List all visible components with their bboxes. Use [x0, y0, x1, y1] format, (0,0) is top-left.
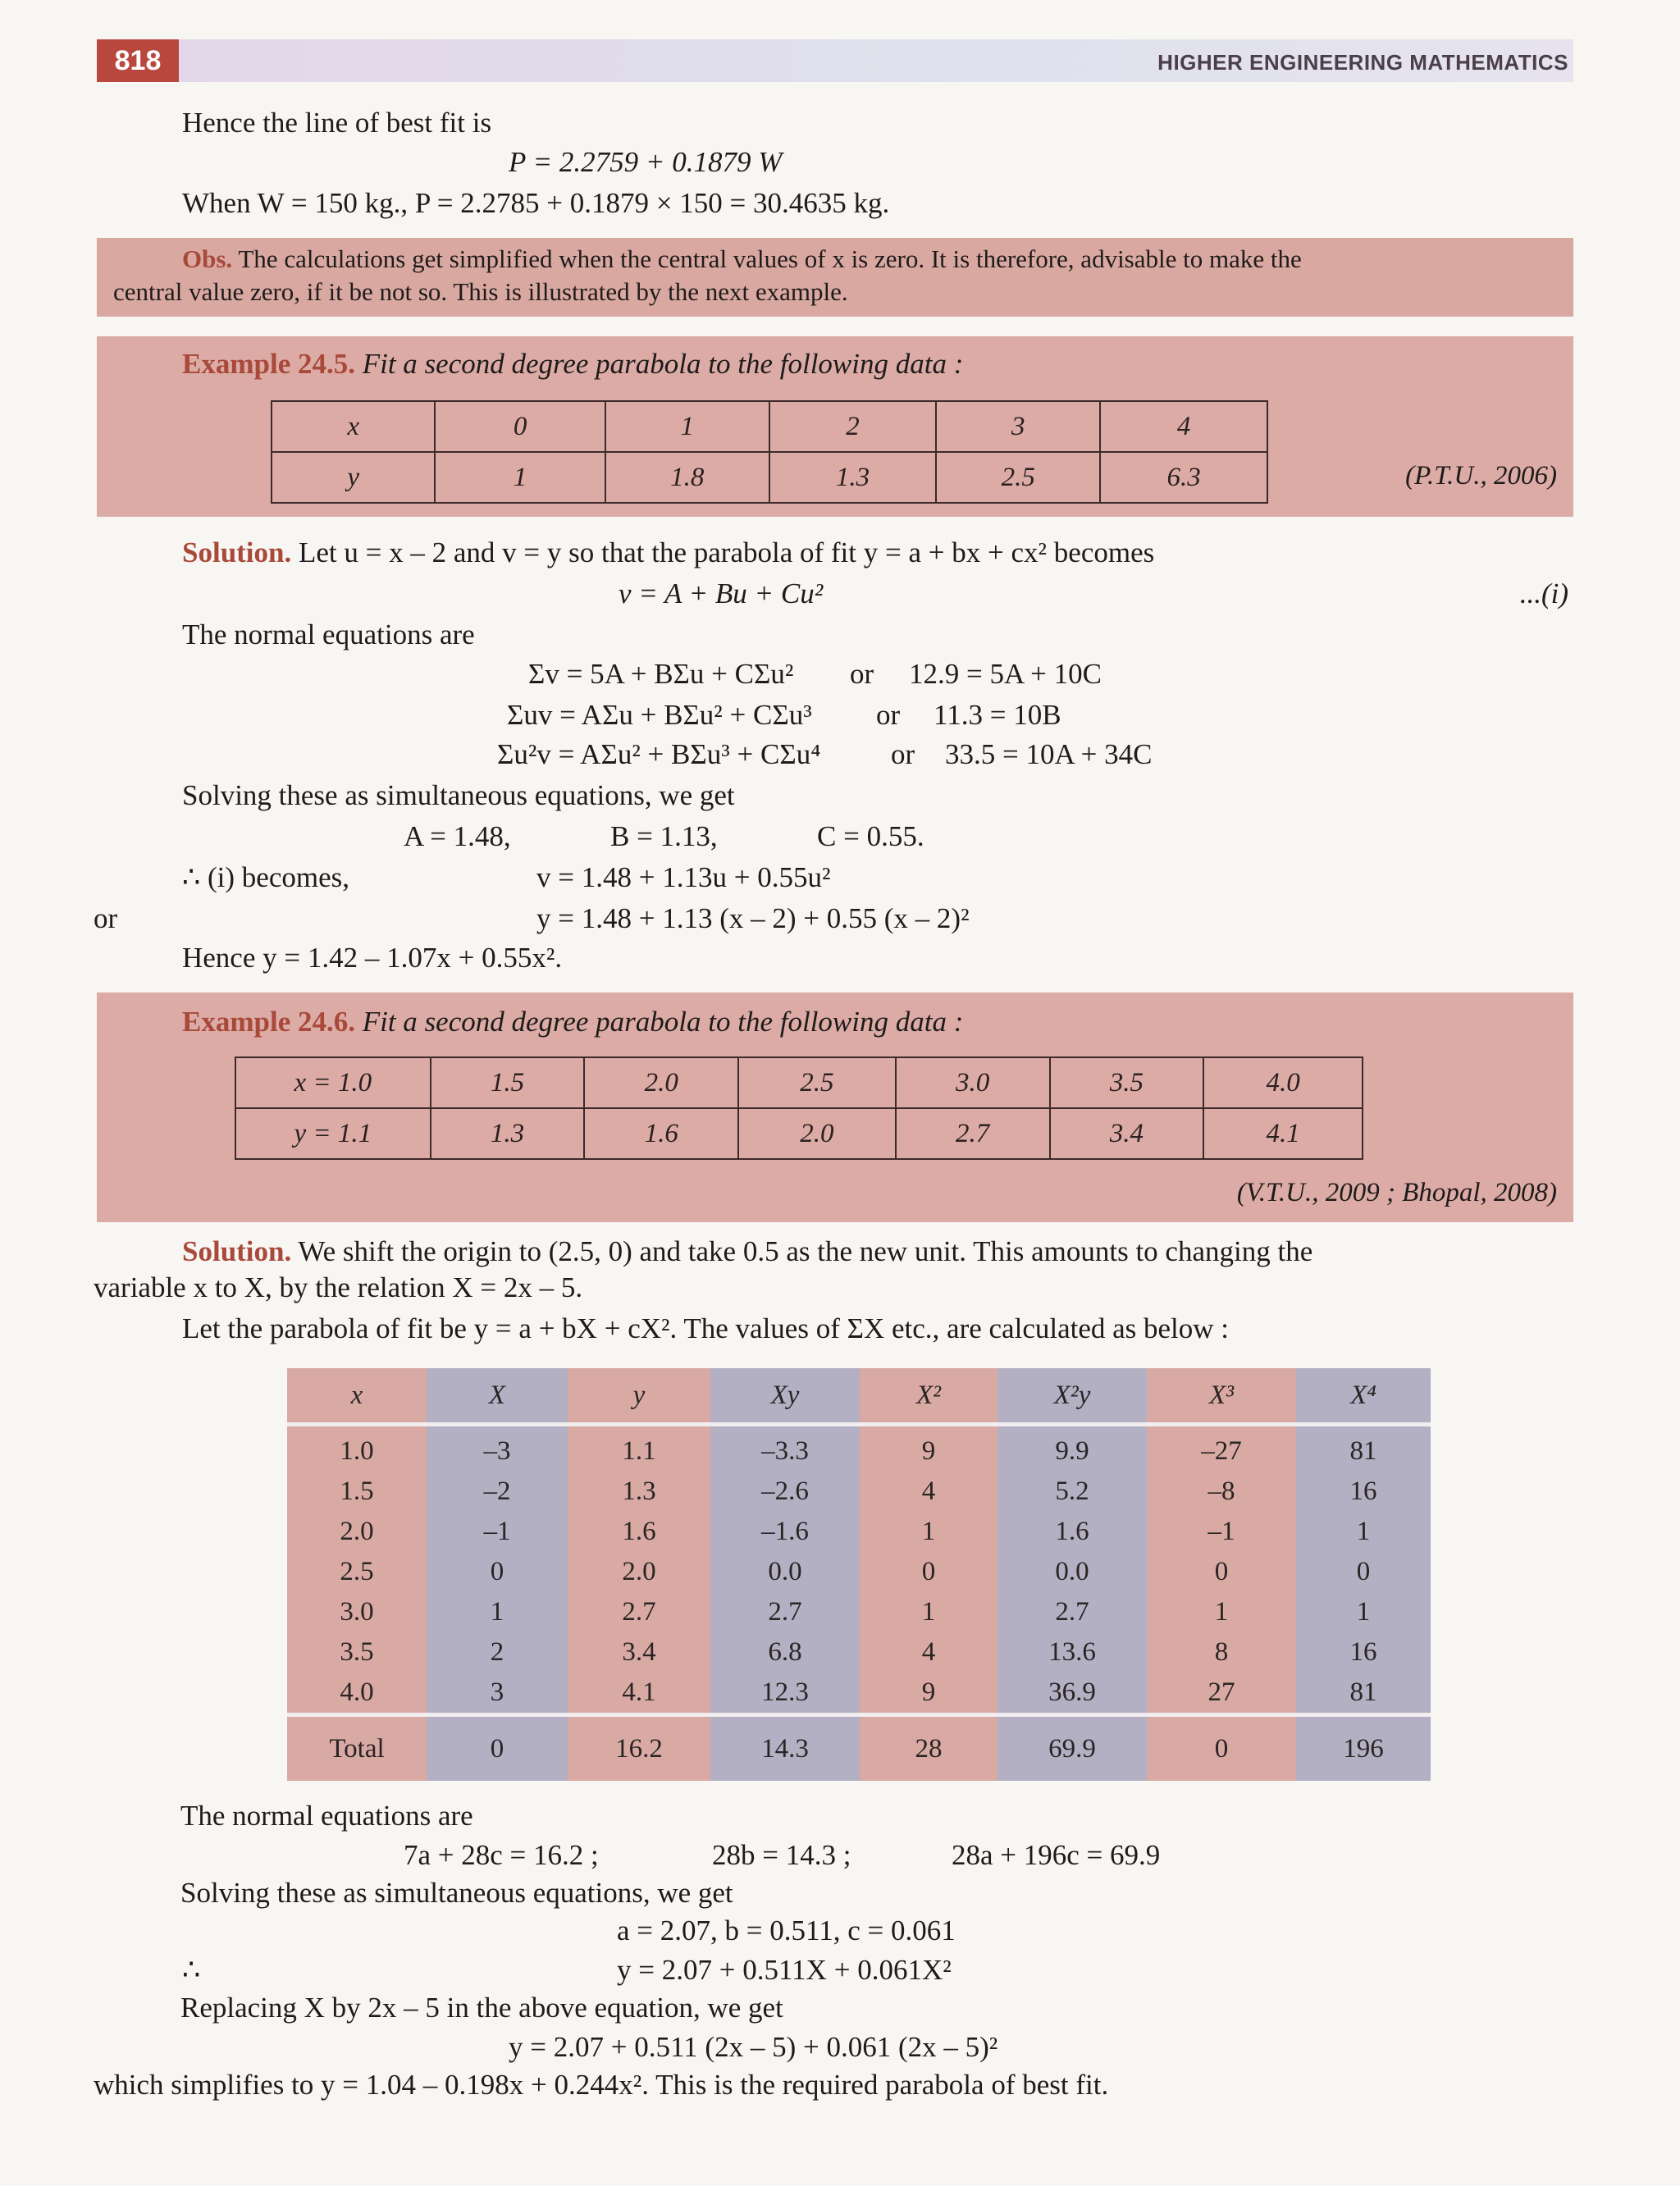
table-cell: 2.0: [738, 1108, 896, 1159]
solution-intro: Let u = x – 2 and v = y so that the parabola of fit y = a + bx + cx² becomes: [299, 536, 1155, 568]
table-row: [272, 401, 1267, 452]
table-cell: 16: [1296, 1632, 1431, 1673]
table-cell: 1.0: [287, 1425, 427, 1472]
table-total-row: [287, 1715, 1431, 1782]
normal-eq-1a: Σv = 5A + BΣu + CΣu²: [528, 658, 794, 690]
table-cell: 0: [860, 1552, 998, 1592]
table-cell: 2.7: [568, 1592, 710, 1632]
example-24-5-table: [271, 400, 1268, 504]
table-cell: y: [272, 452, 435, 503]
normal-eq-2b: 11.3 = 10B: [934, 699, 1061, 731]
table-cell: y = 1.1: [235, 1108, 431, 1159]
table-row: [272, 452, 1267, 503]
table-cell: 1: [1296, 1592, 1431, 1632]
table-row: [287, 1592, 1431, 1632]
table-cell: –8: [1147, 1472, 1296, 1512]
solution-intro: We shift the origin to (2.5, 0) and take 0.5 as the new unit. This amounts to changing the: [298, 1235, 1313, 1267]
or-text: or: [891, 738, 915, 770]
table-cell: 8: [1147, 1632, 1296, 1673]
table-cell: 28: [860, 1715, 998, 1782]
therefore-becomes: ∴ (i) becomes,: [182, 861, 350, 893]
normal-eq-3a: Σu²v = AΣu² + BΣu³ + CΣu⁴: [497, 738, 821, 770]
table-cell: 2.7: [896, 1108, 1050, 1159]
table-cell: 6.3: [1100, 452, 1267, 503]
table-cell: 1: [427, 1592, 568, 1632]
table-cell: 0: [427, 1715, 568, 1782]
table-cell: 1.5: [431, 1057, 585, 1108]
normal-eq-3b: 33.5 = 10A + 34C: [945, 738, 1153, 770]
value-B: B = 1.13,: [610, 820, 718, 852]
table-cell: 196: [1296, 1715, 1431, 1782]
table-row: [287, 1632, 1431, 1673]
intro-line-2: When W = 150 kg., P = 2.2785 + 0.1879 × 150 = 30.4635 kg.: [182, 187, 890, 219]
table-cell: 1: [435, 452, 605, 503]
table-cell: 9.9: [998, 1425, 1147, 1472]
table-cell: 13.6: [998, 1632, 1147, 1673]
column-header: Xy: [710, 1368, 860, 1425]
table-cell: 2.7: [710, 1592, 860, 1632]
example-24-6-title: Fit a second degree parabola to the following data :: [362, 1006, 964, 1038]
table-cell: 4.1: [1203, 1108, 1363, 1159]
table-cell: 0.0: [998, 1552, 1147, 1592]
parabola-equation: v = A + Bu + Cu²: [619, 577, 824, 609]
column-header: X²y: [998, 1368, 1147, 1425]
table-cell: –1: [1147, 1512, 1296, 1552]
table-cell: 1: [860, 1592, 998, 1632]
table-cell: 1.6: [568, 1512, 710, 1552]
table-cell: 1: [860, 1512, 998, 1552]
table-cell: 2.5: [287, 1552, 427, 1592]
table-cell: 0.0: [710, 1552, 860, 1592]
obs-text-2: central value zero, if it be not so. This is illustrated by the next example.: [113, 277, 848, 306]
intro-line: Hence the line of best fit is: [182, 107, 492, 139]
normal-eq-1b: 12.9 = 5A + 10C: [909, 658, 1102, 690]
table-cell: 3.0: [287, 1592, 427, 1632]
table-header-row: [287, 1368, 1431, 1425]
y-equation: y = 1.48 + 1.13 (x – 2) + 0.55 (x – 2)²: [536, 902, 970, 934]
table-cell: 2: [769, 401, 937, 452]
calculation-table: [287, 1368, 1431, 1781]
example-24-6-table: [235, 1056, 1363, 1160]
or-text: or: [850, 658, 874, 690]
example-24-6-label: Example 24.6.: [182, 1006, 355, 1038]
example-24-5-label: Example 24.5.: [182, 348, 355, 380]
table-cell: 1.3: [431, 1108, 585, 1159]
equation-tag: ...(i): [1519, 577, 1568, 609]
best-fit-equation: P = 2.2759 + 0.1879 W: [509, 146, 783, 178]
table-cell: 3: [936, 401, 1100, 452]
table-cell: 2.7: [998, 1592, 1147, 1632]
table-cell: 69.9: [998, 1715, 1147, 1782]
table-cell: Total: [287, 1715, 427, 1782]
normal-equations-heading: The normal equations are: [180, 1800, 473, 1832]
solution-label: Solution.: [182, 1235, 292, 1267]
or-text: or: [876, 699, 901, 731]
table-cell: 6.8: [710, 1632, 860, 1673]
table-cell: 2.5: [738, 1057, 896, 1108]
table-cell: –2: [427, 1472, 568, 1512]
table-cell: 2: [427, 1632, 568, 1673]
table-cell: 2.0: [568, 1552, 710, 1592]
table-cell: 1.5: [287, 1472, 427, 1512]
column-header: x: [287, 1368, 427, 1425]
table-cell: 0: [1296, 1552, 1431, 1592]
table-cell: 9: [860, 1425, 998, 1472]
normal-eq-2: 28b = 14.3 ;: [712, 1839, 851, 1871]
table-cell: 2.0: [584, 1057, 738, 1108]
table-cell: 14.3: [710, 1715, 860, 1782]
table-cell: 2.5: [936, 452, 1100, 503]
y-equation-x: y = 2.07 + 0.511 (2x – 5) + 0.061 (2x – 5)²: [509, 2031, 998, 2063]
normal-equations-heading: The normal equations are: [182, 618, 475, 650]
table-row: [235, 1057, 1363, 1108]
solution-label: Solution.: [182, 536, 292, 568]
hence-result: Hence y = 1.42 – 1.07x + 0.55x².: [182, 942, 563, 974]
therefore-symbol: ∴: [182, 1954, 201, 1986]
table-cell: 1: [1147, 1592, 1296, 1632]
table-row: [287, 1673, 1431, 1715]
normal-eq-3: 28a + 196c = 69.9: [952, 1839, 1161, 1871]
table-cell: 4: [860, 1472, 998, 1512]
normal-eq-2a: Σuv = AΣu + BΣu² + CΣu³: [507, 699, 812, 731]
table-cell: 36.9: [998, 1673, 1147, 1715]
v-equation: v = 1.48 + 1.13u + 0.55u²: [536, 861, 831, 893]
table-cell: 3.5: [1050, 1057, 1204, 1108]
table-cell: –1: [427, 1512, 568, 1552]
table-cell: 0: [427, 1552, 568, 1592]
table-row: [287, 1552, 1431, 1592]
example-24-5-source: (P.T.U., 2006): [1405, 461, 1557, 491]
table-cell: 1.6: [998, 1512, 1147, 1552]
table-cell: 0: [1147, 1715, 1296, 1782]
obs-label: Obs.: [182, 244, 233, 273]
table-cell: 3: [427, 1673, 568, 1715]
table-cell: 3.4: [1050, 1108, 1204, 1159]
table-cell: 3.5: [287, 1632, 427, 1673]
solving-text: Solving these as simultaneous equations, we get: [180, 1877, 733, 1909]
table-cell: –27: [1147, 1425, 1296, 1472]
table-cell: 4.1: [568, 1673, 710, 1715]
solving-text: Solving these as simultaneous equations, we get: [182, 779, 735, 811]
obs-text-1: The calculations get simplified when the central values of x is zero. It is therefore, advisable to make the: [238, 244, 1302, 273]
solution-line-2: variable x to X, by the relation X = 2x – 5.: [94, 1271, 583, 1303]
table-cell: –3: [427, 1425, 568, 1472]
table-row: [287, 1425, 1431, 1472]
column-header: X²: [860, 1368, 998, 1425]
table-row: [287, 1472, 1431, 1512]
table-cell: –3.3: [710, 1425, 860, 1472]
column-header: X³: [1147, 1368, 1296, 1425]
table-cell: x: [272, 401, 435, 452]
table-cell: 5.2: [998, 1472, 1147, 1512]
table-cell: 0: [1147, 1552, 1296, 1592]
table-row: [287, 1512, 1431, 1552]
replacing-text: Replacing X by 2x – 5 in the above equation, we get: [180, 1992, 783, 2024]
page-number: 818: [97, 39, 179, 82]
column-header: y: [568, 1368, 710, 1425]
table-cell: 9: [860, 1673, 998, 1715]
y-equation-X: y = 2.07 + 0.511X + 0.061X²: [617, 1954, 952, 1986]
book-title: HIGHER ENGINEERING MATHEMATICS: [1157, 50, 1568, 75]
table-cell: 81: [1296, 1673, 1431, 1715]
example-24-6-source: (V.T.U., 2009 ; Bhopal, 2008): [1236, 1178, 1557, 1207]
normal-eq-1: 7a + 28c = 16.2 ;: [404, 1839, 599, 1871]
or-text: or: [94, 902, 118, 934]
example-24-5-title: Fit a second degree parabola to the following data :: [362, 348, 964, 380]
table-cell: x = 1.0: [235, 1057, 431, 1108]
table-cell: 2.0: [287, 1512, 427, 1552]
solution-line-3: Let the parabola of fit be y = a + bX + cX². The values of ΣX etc., are calculated as below :: [182, 1312, 1230, 1344]
table-row: [235, 1108, 1363, 1159]
column-header: X: [427, 1368, 568, 1425]
table-cell: 12.3: [710, 1673, 860, 1715]
table-cell: 4.0: [1203, 1057, 1363, 1108]
solution-values: a = 2.07, b = 0.511, c = 0.061: [617, 1914, 956, 1946]
table-cell: 81: [1296, 1425, 1431, 1472]
table-cell: 0: [435, 401, 605, 452]
table-cell: –1.6: [710, 1512, 860, 1552]
final-result: which simplifies to y = 1.04 – 0.198x + 0.244x². This is the required parabola of best fit.: [94, 2069, 1109, 2101]
table-cell: 3.0: [896, 1057, 1050, 1108]
table-cell: 1.1: [568, 1425, 710, 1472]
table-cell: 1.3: [568, 1472, 710, 1512]
table-cell: 1.3: [769, 452, 937, 503]
table-cell: 4: [860, 1632, 998, 1673]
table-cell: 16: [1296, 1472, 1431, 1512]
table-cell: 1.8: [605, 452, 769, 503]
column-header: X⁴: [1296, 1368, 1431, 1425]
table-cell: 16.2: [568, 1715, 710, 1782]
table-cell: 27: [1147, 1673, 1296, 1715]
table-cell: –2.6: [710, 1472, 860, 1512]
table-cell: 4: [1100, 401, 1267, 452]
table-cell: 1: [605, 401, 769, 452]
table-cell: 4.0: [287, 1673, 427, 1715]
value-C: C = 0.55.: [817, 820, 924, 852]
table-cell: 1: [1296, 1512, 1431, 1552]
table-cell: 1.6: [584, 1108, 738, 1159]
obs-box: [97, 238, 1573, 317]
table-cell: 3.4: [568, 1632, 710, 1673]
value-A: A = 1.48,: [404, 820, 511, 852]
